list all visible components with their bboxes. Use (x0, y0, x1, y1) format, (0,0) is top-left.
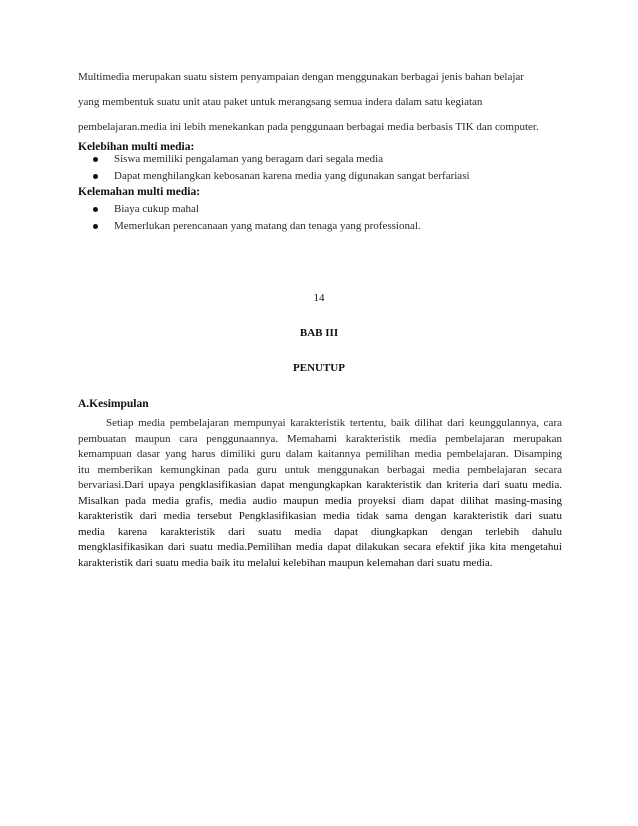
conclusion-line: karakteristik dari media tersebut Pengklasifikasian media tidak sama dengan karakteristik dari suatu (78, 510, 562, 522)
chapter-title: PENUTUP (293, 362, 345, 374)
conclusion-line-5-head: bervariasi. (78, 479, 125, 491)
conclusion-paragraph (78, 416, 562, 571)
bullet-icon (93, 224, 98, 229)
conclusion-line-5-tail: Dari upaya pengklasifikasian dapat mengungkapkan karakteristik dan kriteria dari suatu media. (124, 479, 562, 491)
intro-line-1: Multimedia merupakan suatu sistem penyampaian dengan menggunakan berbagai jenis bahan belajar (78, 71, 524, 83)
section-heading: A.Kesimpulan (78, 398, 149, 410)
conclusion-line: mengklasifikasikan dari suatu media.Pemilihan media dapat dilakukan secara efektif jika kita mengetahui (78, 541, 562, 553)
conclusion-line: karakteristik dari suatu media baik itu melalui kelebihan maupun kelemahan dari suatu media. (78, 556, 493, 569)
kelebihan-item: Siswa memiliki pengalaman yang beragam dari segala media (114, 153, 384, 165)
conclusion-line-5 (78, 478, 562, 494)
kelebihan-item: Dapat menghilangkan kebosanan karena media yang digunakan sangat berfariasi (114, 170, 470, 182)
conclusion-line: pembuatan maupun cara penggunaannya. Memahami karakteristik media pembelajaran merupakan (78, 432, 562, 445)
page-number: 14 (313, 292, 325, 304)
conclusion-line: Setiap media pembelajaran mempunyai karakteristik tertentu, baik dilihat dari keunggulannya, cara (106, 417, 562, 429)
conclusion-line: media karena karakteristik dari suatu media dapat diungkapkan dengan terlebih dahulu (78, 525, 562, 538)
bullet-icon (93, 174, 98, 179)
conclusion-line: kemampuan dasar yang harus dimiliki guru dalam kaitannya pemilihan media pembelajaran. Disamping (78, 448, 562, 460)
bullet-icon (93, 207, 98, 212)
chapter-label: BAB III (299, 327, 339, 339)
intro-line-3: pembelajaran.media ini lebih menekankan pada penggunaan berbagai media berbasis TIK dan computer. (78, 121, 539, 133)
kelebihan-heading: Kelebihan multi media: (78, 141, 195, 153)
conclusion-line: Misalkan pada media grafis, media audio maupun media proyeksi diam dapat dilihat masing-masing (78, 494, 562, 507)
kelemahan-item: Memerlukan perencanaan yang matang dan tenaga yang professional. (114, 220, 421, 232)
conclusion-line: itu memberikan kemungkinan pada guru untuk menggunakan berbagai media pembelajaran secara (78, 463, 562, 476)
bullet-icon (93, 157, 98, 162)
kelemahan-item: Biaya cukup mahal (114, 203, 199, 215)
intro-line-2: yang membentuk suatu unit atau paket untuk merangsang semua indera dalam satu kegiatan (78, 96, 483, 108)
kelemahan-heading: Kelemahan multi media: (78, 186, 201, 198)
